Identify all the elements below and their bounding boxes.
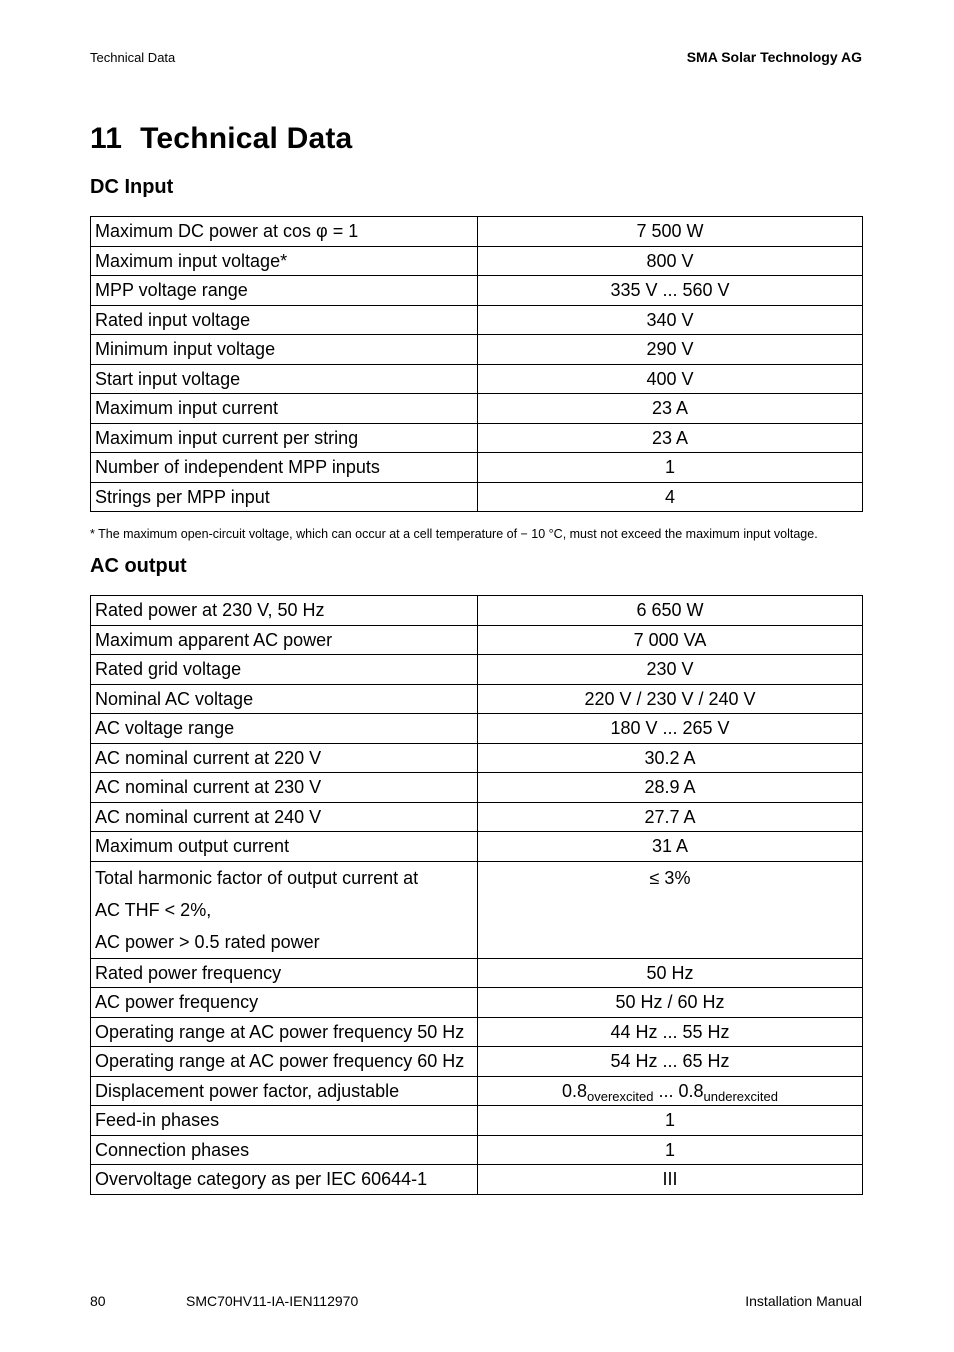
row-label: Feed-in phases: [91, 1106, 478, 1136]
ac-output-heading: AC output: [90, 555, 187, 577]
running-header-left: Technical Data: [90, 50, 176, 65]
footer-page-number: 80: [90, 1293, 106, 1309]
row-label: Maximum output current: [91, 832, 478, 862]
row-label: Rated power frequency: [91, 958, 478, 988]
table-row-thd: [91, 861, 863, 958]
row-label: MPP voltage range: [91, 276, 478, 306]
row-value: [478, 1076, 863, 1106]
table-row: [91, 482, 863, 512]
table-row: [91, 988, 863, 1018]
row-label: AC power frequency: [91, 988, 478, 1018]
row-label: Maximum apparent AC power: [91, 625, 478, 655]
row-value: 50 Hz / 60 Hz: [478, 988, 863, 1018]
dc-input-table: [90, 216, 863, 512]
row-label: Operating range at AC power frequency 60 Hz: [91, 1047, 478, 1077]
table-row: [91, 423, 863, 453]
row-label: Overvoltage category as per IEC 60644-1: [91, 1165, 478, 1195]
pf-separator: ...: [653, 1080, 679, 1101]
table-row: [91, 625, 863, 655]
row-label: Start input voltage: [91, 364, 478, 394]
chapter-title-text: Technical Data: [140, 122, 353, 155]
table-row: [91, 1135, 863, 1165]
table-row: [91, 394, 863, 424]
row-value: 230 V: [478, 655, 863, 685]
pf-value-2: 0.8: [678, 1080, 704, 1101]
row-label: AC nominal current at 230 V: [91, 773, 478, 803]
table-row: [91, 1047, 863, 1077]
row-label: AC voltage range: [91, 714, 478, 744]
running-header-right: SMA Solar Technology AG: [686, 49, 862, 65]
row-label: Nominal AC voltage: [91, 684, 478, 714]
row-label: Displacement power factor, adjustable: [91, 1076, 478, 1106]
row-value: 28.9 A: [478, 773, 863, 803]
row-value: 220 V / 230 V / 240 V: [478, 684, 863, 714]
table-row: [91, 655, 863, 685]
table-row: [91, 832, 863, 862]
row-value: 27.7 A: [478, 802, 863, 832]
table-row: [91, 453, 863, 483]
row-label: AC nominal current at 240 V: [91, 802, 478, 832]
row-label: [91, 861, 478, 958]
pf-sub-2: underexcited: [703, 1088, 778, 1104]
row-value: 44 Hz ... 55 Hz: [478, 1017, 863, 1047]
row-label: Maximum DC power at cos φ = 1: [91, 217, 478, 247]
row-value: 23 A: [478, 423, 863, 453]
table-row: [91, 596, 863, 626]
table-row-power-factor: [91, 1076, 863, 1106]
row-value: 1: [478, 1106, 863, 1136]
row-label: Connection phases: [91, 1135, 478, 1165]
row-label: Minimum input voltage: [91, 335, 478, 365]
row-value: 23 A: [478, 394, 863, 424]
ac-output-table: [90, 595, 863, 1195]
row-label: Maximum input current: [91, 394, 478, 424]
row-value: 340 V: [478, 305, 863, 335]
thd-value: ≤ 3%: [649, 867, 691, 888]
table-row: [91, 714, 863, 744]
row-label: Rated input voltage: [91, 305, 478, 335]
row-value: 1: [478, 1135, 863, 1165]
chapter-title: [90, 122, 352, 156]
dc-input-heading: DC Input: [90, 176, 174, 198]
row-value: 400 V: [478, 364, 863, 394]
row-value: 800 V: [478, 246, 863, 276]
table-row: [91, 684, 863, 714]
pf-sub-1: overexcited: [587, 1088, 654, 1104]
table-row: [91, 773, 863, 803]
chapter-number: 11: [90, 122, 123, 155]
table-row: [91, 335, 863, 365]
row-value: 7 500 W: [478, 217, 863, 247]
row-label: Rated grid voltage: [91, 655, 478, 685]
row-label: Number of independent MPP inputs: [91, 453, 478, 483]
table-row: [91, 958, 863, 988]
row-label: Strings per MPP input: [91, 482, 478, 512]
table-row: [91, 1017, 863, 1047]
table-row: [91, 276, 863, 306]
row-label: Maximum input voltage*: [91, 246, 478, 276]
row-value: 54 Hz ... 65 Hz: [478, 1047, 863, 1077]
row-value: 335 V ... 560 V: [478, 276, 863, 306]
table-row: [91, 1165, 863, 1195]
thd-line-2: AC THF < 2%,: [95, 899, 212, 920]
dc-footnote: * The maximum open-circuit voltage, which can occur at a cell temperature of − 10 °C, must not exceed the maximum input voltage.: [90, 527, 818, 541]
row-label: Rated power at 230 V, 50 Hz: [91, 596, 478, 626]
row-label: Operating range at AC power frequency 50 Hz: [91, 1017, 478, 1047]
row-value: 4: [478, 482, 863, 512]
row-value: III: [478, 1165, 863, 1195]
footer-manual-name: Installation Manual: [745, 1293, 862, 1309]
row-value: 180 V ... 265 V: [478, 714, 863, 744]
table-row: [91, 802, 863, 832]
thd-line-3: AC power > 0.5 rated power: [95, 931, 320, 952]
table-row: [91, 246, 863, 276]
table-row: [91, 305, 863, 335]
row-value: 50 Hz: [478, 958, 863, 988]
row-value: 290 V: [478, 335, 863, 365]
row-label: AC nominal current at 220 V: [91, 743, 478, 773]
table-row: [91, 217, 863, 247]
table-row: [91, 743, 863, 773]
row-value: 7 000 VA: [478, 625, 863, 655]
row-value: 30.2 A: [478, 743, 863, 773]
row-value: 31 A: [478, 832, 863, 862]
pf-value-1: 0.8: [561, 1080, 588, 1101]
row-value: 1: [478, 453, 863, 483]
row-value: [478, 861, 863, 958]
row-label: Maximum input current per string: [91, 423, 478, 453]
table-row: [91, 1106, 863, 1136]
table-row: [91, 364, 863, 394]
row-value: 6 650 W: [478, 596, 863, 626]
footer-document-id: SMC70HV11-IA-IEN112970: [186, 1293, 359, 1309]
thd-line-1: Total harmonic factor of output current at: [95, 867, 419, 888]
